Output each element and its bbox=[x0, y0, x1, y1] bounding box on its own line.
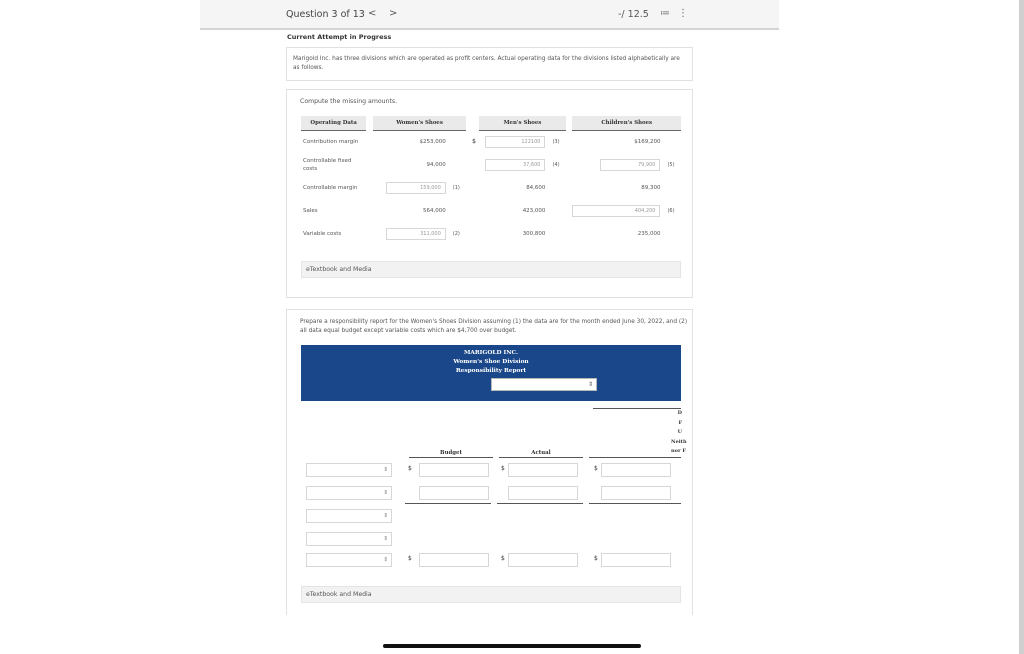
select-arrows-icon: ⇕ bbox=[383, 513, 388, 519]
part2-panel bbox=[286, 309, 693, 615]
chevron-left-icon[interactable]: < bbox=[368, 8, 377, 19]
scrollbar-track[interactable] bbox=[1019, 0, 1024, 654]
chevron-right-icon[interactable]: > bbox=[389, 8, 398, 19]
report-row bbox=[301, 460, 681, 480]
intro-text: Marigold Inc. has three divisions which are operated as profit centers. Actual operating data for the divisions listed alphabetically are as follows. bbox=[293, 56, 680, 71]
col-operating-data: Operating Data bbox=[301, 116, 366, 130]
select-arrows-icon: ⇕ bbox=[383, 557, 388, 563]
table-row bbox=[301, 130, 681, 153]
attempt-status: Current Attempt in Progress bbox=[287, 33, 392, 41]
account-select[interactable] bbox=[306, 553, 392, 567]
row-label: Contribution margin bbox=[303, 138, 359, 145]
dollar-sign: $ bbox=[501, 555, 505, 562]
dollar-sign: $ bbox=[594, 555, 598, 562]
account-select[interactable] bbox=[306, 463, 392, 477]
intro-box bbox=[286, 47, 693, 81]
account-select[interactable] bbox=[306, 532, 392, 546]
report-row bbox=[301, 483, 681, 503]
divider bbox=[409, 457, 493, 458]
part2-instruction: Prepare a responsibility report for the Women's Shoes Division assuming (1) the data are for the month ended June 30, 2022, and (2) all data equal budget except variable costs which are $4,700 over budget. bbox=[300, 319, 688, 334]
mens-value: 423,000 bbox=[522, 207, 546, 214]
actual-input[interactable] bbox=[508, 463, 578, 477]
actual-header: Actual bbox=[531, 450, 551, 456]
womens-value: $253,000 bbox=[419, 138, 446, 145]
report-row bbox=[301, 506, 681, 526]
budget-header: Budget bbox=[440, 450, 462, 456]
col-childrens-shoes: Children's Shoes bbox=[572, 116, 681, 130]
note-marker: (3) bbox=[552, 138, 560, 145]
actual-input[interactable] bbox=[508, 553, 578, 567]
dollar-sign: $ bbox=[408, 465, 412, 472]
divider bbox=[499, 457, 583, 458]
select-arrows-icon: ⇕ bbox=[587, 381, 593, 388]
report-title: Responsibility Report bbox=[455, 368, 527, 374]
list-icon[interactable]: ≔ bbox=[660, 8, 670, 19]
divider bbox=[589, 457, 681, 458]
subtotal-line bbox=[589, 503, 681, 504]
childrens-fixed-costs-input[interactable]: 79,900 bbox=[600, 159, 660, 171]
table-row bbox=[301, 199, 681, 222]
dollar-sign: $ bbox=[594, 465, 598, 472]
dollar-sign: $ bbox=[501, 465, 505, 472]
actual-input[interactable] bbox=[508, 486, 578, 500]
childrens-sales-input[interactable]: 404,200 bbox=[572, 205, 660, 217]
mens-contribution-input[interactable]: 122100 bbox=[485, 136, 545, 148]
etextbook-media-link[interactable]: eTextbook and Media bbox=[301, 261, 681, 278]
mens-fixed-costs-input[interactable]: 37,600 bbox=[485, 159, 545, 171]
question-header bbox=[200, 0, 779, 30]
division-name: Women's Shoe Division bbox=[453, 359, 529, 365]
home-indicator bbox=[383, 644, 641, 648]
question-counter: Question 3 of 13 bbox=[286, 9, 365, 20]
operating-data-table bbox=[301, 116, 681, 245]
score-display: -/ 12.5 bbox=[618, 9, 649, 20]
dollar-sign: $ bbox=[408, 555, 412, 562]
note-marker: (4) bbox=[552, 161, 560, 168]
table-row bbox=[301, 222, 681, 245]
row-label: Controllable margin bbox=[303, 184, 358, 191]
part1-instruction: Compute the missing amounts. bbox=[300, 98, 398, 105]
note-marker: (5) bbox=[667, 161, 675, 168]
report-row bbox=[301, 550, 681, 570]
col-mens-shoes: Men's Shoes bbox=[479, 116, 566, 130]
subtotal-line bbox=[405, 503, 491, 504]
childrens-value: $169,200 bbox=[634, 138, 661, 145]
mens-value: 84,600 bbox=[526, 184, 546, 191]
etextbook-media-link[interactable]: eTextbook and Media bbox=[301, 586, 681, 603]
difference-input[interactable] bbox=[601, 553, 671, 567]
womens-value: 94,000 bbox=[426, 161, 446, 168]
womens-value: 564,000 bbox=[423, 207, 446, 214]
budget-input[interactable] bbox=[419, 463, 489, 477]
select-arrows-icon: ⇕ bbox=[383, 467, 388, 473]
col-womens-shoes: Women's Shoes bbox=[373, 116, 467, 130]
row-label: Variable costs bbox=[303, 230, 342, 237]
table-row bbox=[301, 153, 681, 176]
report-column-headers bbox=[301, 401, 687, 457]
report-row bbox=[301, 529, 681, 549]
note-marker: (1) bbox=[452, 184, 460, 191]
account-select[interactable] bbox=[306, 486, 392, 500]
row-label: Controllable fixed costs bbox=[303, 157, 352, 172]
report-header bbox=[301, 345, 681, 401]
womens-controllable-margin-input[interactable]: 159,000 bbox=[386, 182, 446, 194]
womens-variable-costs-input[interactable]: 311,000 bbox=[386, 228, 446, 240]
note-marker: (2) bbox=[452, 230, 460, 237]
mens-value: 300,800 bbox=[522, 230, 546, 237]
budget-input[interactable] bbox=[419, 553, 489, 567]
subtotal-line bbox=[497, 503, 583, 504]
select-arrows-icon: ⇕ bbox=[383, 536, 388, 542]
childrens-value: 235,000 bbox=[637, 230, 661, 237]
childrens-value: 89,300 bbox=[641, 184, 661, 191]
table-row bbox=[301, 176, 681, 199]
company-name: MARIGOLD INC. bbox=[463, 350, 519, 356]
account-select[interactable] bbox=[306, 509, 392, 523]
select-arrows-icon: ⇕ bbox=[383, 490, 388, 496]
difference-input[interactable] bbox=[601, 463, 671, 477]
period-select[interactable] bbox=[491, 378, 597, 391]
difference-header: D F U Neith nor F bbox=[671, 410, 687, 454]
part1-panel bbox=[286, 89, 693, 298]
difference-header-line bbox=[593, 408, 681, 409]
more-vertical-icon[interactable]: ⋮ bbox=[678, 8, 688, 19]
budget-input[interactable] bbox=[419, 486, 489, 500]
dollar-sign: $ bbox=[472, 138, 476, 145]
note-marker: (6) bbox=[667, 207, 675, 214]
row-label: Sales bbox=[303, 207, 318, 214]
difference-input[interactable] bbox=[601, 486, 671, 500]
